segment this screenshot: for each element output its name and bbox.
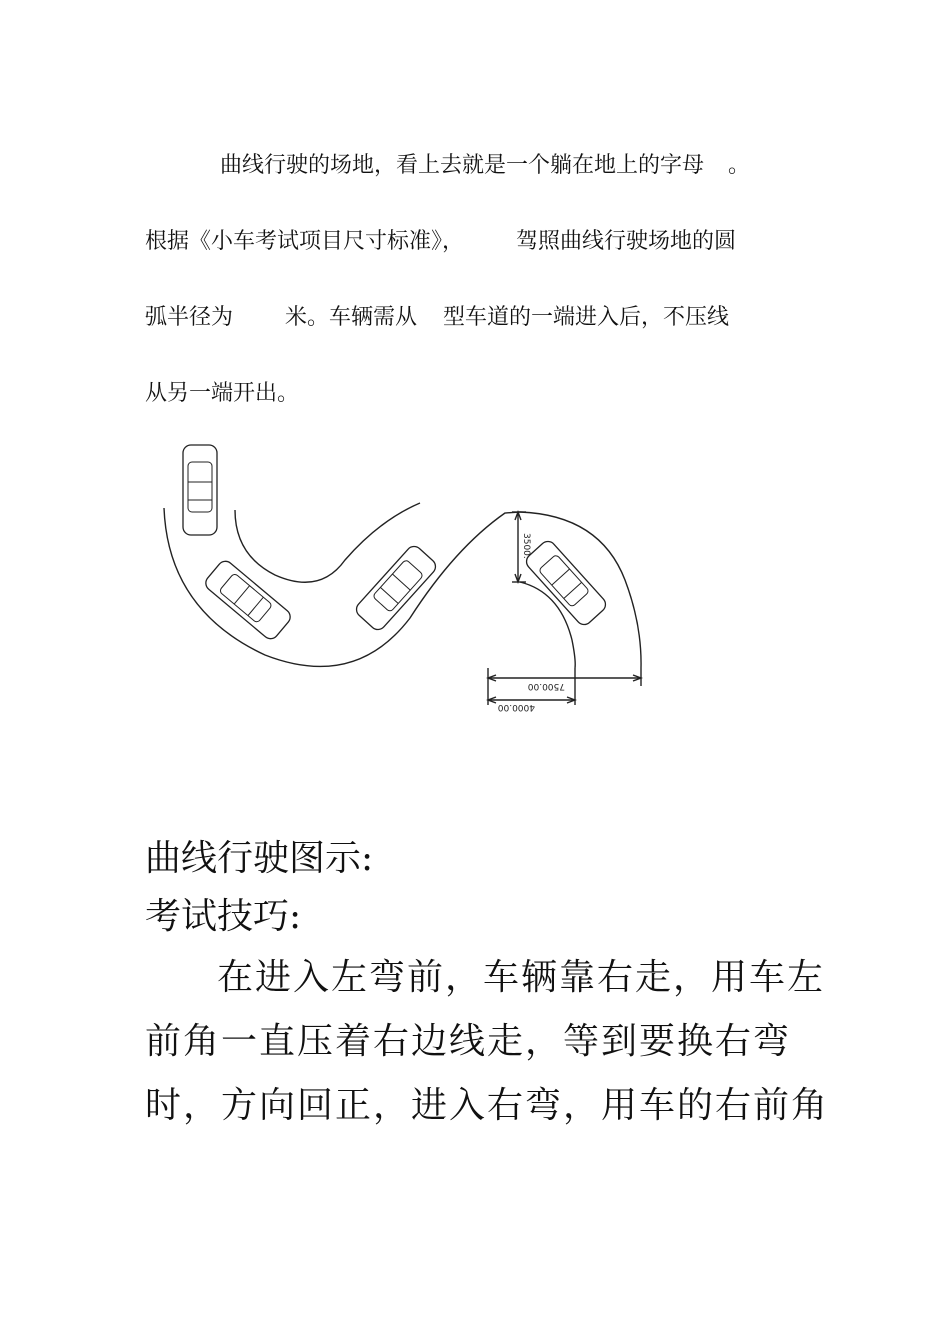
diagram-heading: 曲线行驶图示: (145, 838, 374, 879)
car-icon (183, 445, 217, 535)
intro-text: 曲线行驶的场地，看上去就是一个躺在地上的字母 (220, 153, 705, 178)
intro-line-2 (145, 224, 810, 300)
dimension-label-vertical: 3500. (521, 533, 531, 559)
car-icon (523, 538, 608, 628)
car-icon (203, 558, 294, 642)
dimension-label-7500: 7500.00 (527, 681, 565, 691)
tips-heading: 考试技巧: (145, 896, 302, 937)
intro-text: 根据《小车考试项目尺寸标准》， (145, 229, 465, 254)
intro-text: 米。车辆需从 (285, 305, 418, 330)
intro-line-1 (145, 148, 810, 224)
tips-line-1: 在进入左弯前，车辆靠右走，用车左 (217, 957, 826, 998)
tips-section (145, 830, 830, 1138)
tips-line-2: 前角一直压着右边线走，等到要换右弯 (145, 1021, 792, 1062)
dimension-label-4000: 4000.00 (497, 702, 535, 712)
intro-text: 弧半径为 (145, 305, 234, 330)
intro-text: 。 (728, 153, 751, 178)
curve-driving-diagram (150, 430, 660, 720)
tips-line-3: 时，方向回正，进入右弯，用车的右前角 (145, 1085, 830, 1126)
intro-text: 型车道的一端进入后，不压线 (443, 305, 730, 330)
intro-paragraph (145, 148, 810, 452)
intro-line-3 (145, 300, 810, 376)
car-icon (353, 543, 438, 633)
intro-text: 驾照曲线行驶场地的圆 (516, 229, 737, 254)
intro-text: 从另一端开出。 (145, 381, 300, 406)
